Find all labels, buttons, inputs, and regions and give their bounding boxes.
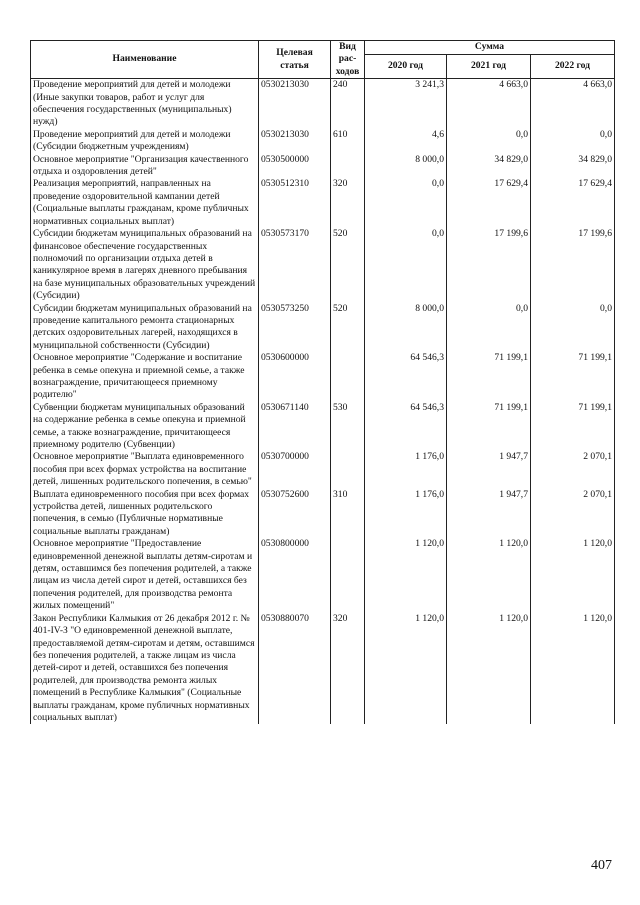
cell-amount-2022: 4 663,0	[531, 79, 615, 129]
budget-table	[30, 40, 615, 724]
cell-target-article: 0530800000	[259, 538, 331, 612]
cell-amount-2021: 1 947,7	[447, 489, 531, 539]
cell-amount-2022: 34 829,0	[531, 154, 615, 179]
cell-expense-type: 520	[331, 228, 365, 302]
cell-amount-2022: 2 070,1	[531, 451, 615, 488]
table-row	[31, 613, 615, 725]
table-row	[31, 178, 615, 228]
table-row	[31, 154, 615, 179]
cell-amount-2021: 17 199,6	[447, 228, 531, 302]
header-target-article: Целевая статья	[259, 41, 331, 79]
cell-amount-2020: 0,0	[365, 178, 447, 228]
header-year-2022: 2022 год	[531, 55, 615, 79]
cell-name: Реализация мероприятий, направленных на проведение оздоровительной кампании детей (Социальные выплаты гражданам, кроме публичных нормативных социальных выплат)	[31, 178, 259, 228]
header-sum: Сумма	[365, 41, 615, 55]
cell-name: Субсидии бюджетам муниципальных образований на финансовое обеспечение государственных полномочий по организации отдыха детей в каникулярное время в лагерях дневного пребывания на базе муниципальных образовательных учреждений (Субсидии)	[31, 228, 259, 302]
cell-name: Закон Республики Калмыкия от 26 декабря 2012 г. № 401-IV-З "О единовременной денежной выплате, предоставляемой детям-сиротам и детям, оставшимся без попечения родителей, а также лицам из числа детей-сирот и детей, оставшихся без попечения родителей, для производства ремонта жилых помещений в Республике Калмыкия" (Социальные выплаты гражданам, кроме публичных нормативных социальных выплат)	[31, 613, 259, 725]
header-name: Наименование	[31, 41, 259, 79]
cell-amount-2021: 1 120,0	[447, 538, 531, 612]
cell-amount-2022: 71 199,1	[531, 352, 615, 402]
cell-target-article: 0530213030	[259, 79, 331, 129]
cell-amount-2020: 0,0	[365, 228, 447, 302]
cell-name: Проведение мероприятий для детей и молодежи (Субсидии бюджетным учреждениям)	[31, 129, 259, 154]
page-number: 407	[591, 858, 612, 873]
cell-amount-2022: 71 199,1	[531, 402, 615, 452]
cell-expense-type: 320	[331, 613, 365, 725]
cell-amount-2021: 0,0	[447, 129, 531, 154]
cell-expense-type: 320	[331, 178, 365, 228]
cell-target-article: 0530573250	[259, 303, 331, 353]
cell-amount-2020: 1 176,0	[365, 489, 447, 539]
cell-target-article: 0530573170	[259, 228, 331, 302]
header-year-2020: 2020 год	[365, 55, 447, 79]
cell-expense-type: 610	[331, 129, 365, 154]
cell-name: Основное мероприятие "Организация качественного отдыха и оздоровления детей"	[31, 154, 259, 179]
cell-amount-2021: 71 199,1	[447, 402, 531, 452]
header-year-2021: 2021 год	[447, 55, 531, 79]
cell-amount-2020: 8 000,0	[365, 303, 447, 353]
table-row	[31, 79, 615, 129]
cell-target-article: 0530500000	[259, 154, 331, 179]
cell-amount-2020: 8 000,0	[365, 154, 447, 179]
cell-amount-2020: 1 120,0	[365, 538, 447, 612]
cell-amount-2022: 1 120,0	[531, 538, 615, 612]
cell-name: Субвенции бюджетам муниципальных образований на содержание ребенка в семье опекуна и приемной семье, а также вознаграждение, причитающееся приемному родителю (Субвенции)	[31, 402, 259, 452]
budget-sheet	[30, 40, 614, 724]
cell-amount-2020: 3 241,3	[365, 79, 447, 129]
cell-target-article: 0530752600	[259, 489, 331, 539]
cell-expense-type: 520	[331, 303, 365, 353]
cell-amount-2022: 0,0	[531, 129, 615, 154]
cell-expense-type: 310	[331, 489, 365, 539]
cell-name: Основное мероприятие "Предоставление единовременной денежной выплаты детям-сиротам и детям, оставшимся без попечения родителей, а также лицам из числа детей сирот и детей, оставшихся без попечения родителей, для производства ремонта жилых помещений"	[31, 538, 259, 612]
cell-target-article: 0530213030	[259, 129, 331, 154]
cell-amount-2021: 0,0	[447, 303, 531, 353]
cell-amount-2020: 4,6	[365, 129, 447, 154]
table-row	[31, 402, 615, 452]
table-row	[31, 451, 615, 488]
cell-target-article: 0530512310	[259, 178, 331, 228]
cell-target-article: 0530880070	[259, 613, 331, 725]
cell-amount-2022: 1 120,0	[531, 613, 615, 725]
table-row	[31, 538, 615, 612]
cell-name: Основное мероприятие "Выплата единовременного пособия при всех формах устройства на воспитание детей, лишенных родительского попечения, в семью"	[31, 451, 259, 488]
table-body	[31, 79, 615, 725]
cell-amount-2020: 64 546,3	[365, 402, 447, 452]
cell-name: Основное мероприятие "Содержание и воспитание ребенка в семье опекуна и приемной семье, а также вознаграждение, причитающееся приемному родителю"	[31, 352, 259, 402]
cell-expense-type	[331, 538, 365, 612]
cell-amount-2021: 1 947,7	[447, 451, 531, 488]
cell-target-article: 0530600000	[259, 352, 331, 402]
cell-amount-2022: 0,0	[531, 303, 615, 353]
cell-amount-2022: 2 070,1	[531, 489, 615, 539]
cell-amount-2021: 1 120,0	[447, 613, 531, 725]
header-expense-type: Вид рас-ходов	[331, 41, 365, 79]
cell-name: Субсидии бюджетам муниципальных образований на проведение капитального ремонта стационарных детских оздоровительных лагерей, находящихся в муниципальной собственности (Субсидии)	[31, 303, 259, 353]
cell-amount-2020: 1 120,0	[365, 613, 447, 725]
cell-expense-type: 530	[331, 402, 365, 452]
table-row	[31, 352, 615, 402]
cell-amount-2022: 17 629,4	[531, 178, 615, 228]
cell-target-article: 0530671140	[259, 402, 331, 452]
cell-expense-type	[331, 451, 365, 488]
table-row	[31, 129, 615, 154]
cell-expense-type	[331, 352, 365, 402]
cell-target-article: 0530700000	[259, 451, 331, 488]
cell-amount-2022: 17 199,6	[531, 228, 615, 302]
table-row	[31, 489, 615, 539]
cell-amount-2020: 64 546,3	[365, 352, 447, 402]
cell-amount-2021: 71 199,1	[447, 352, 531, 402]
cell-amount-2021: 34 829,0	[447, 154, 531, 179]
cell-expense-type: 240	[331, 79, 365, 129]
cell-amount-2021: 4 663,0	[447, 79, 531, 129]
cell-amount-2021: 17 629,4	[447, 178, 531, 228]
cell-expense-type	[331, 154, 365, 179]
cell-amount-2020: 1 176,0	[365, 451, 447, 488]
table-header	[31, 41, 615, 79]
cell-name: Проведение мероприятий для детей и молодежи (Иные закупки товаров, работ и услуг для обеспечения государственных (муниципальных) нужд)	[31, 79, 259, 129]
cell-name: Выплата единовременного пособия при всех формах устройства детей, лишенных родительского попечения, в семью (Публичные нормативные социальные выплаты гражданам)	[31, 489, 259, 539]
table-row	[31, 303, 615, 353]
table-row	[31, 228, 615, 302]
